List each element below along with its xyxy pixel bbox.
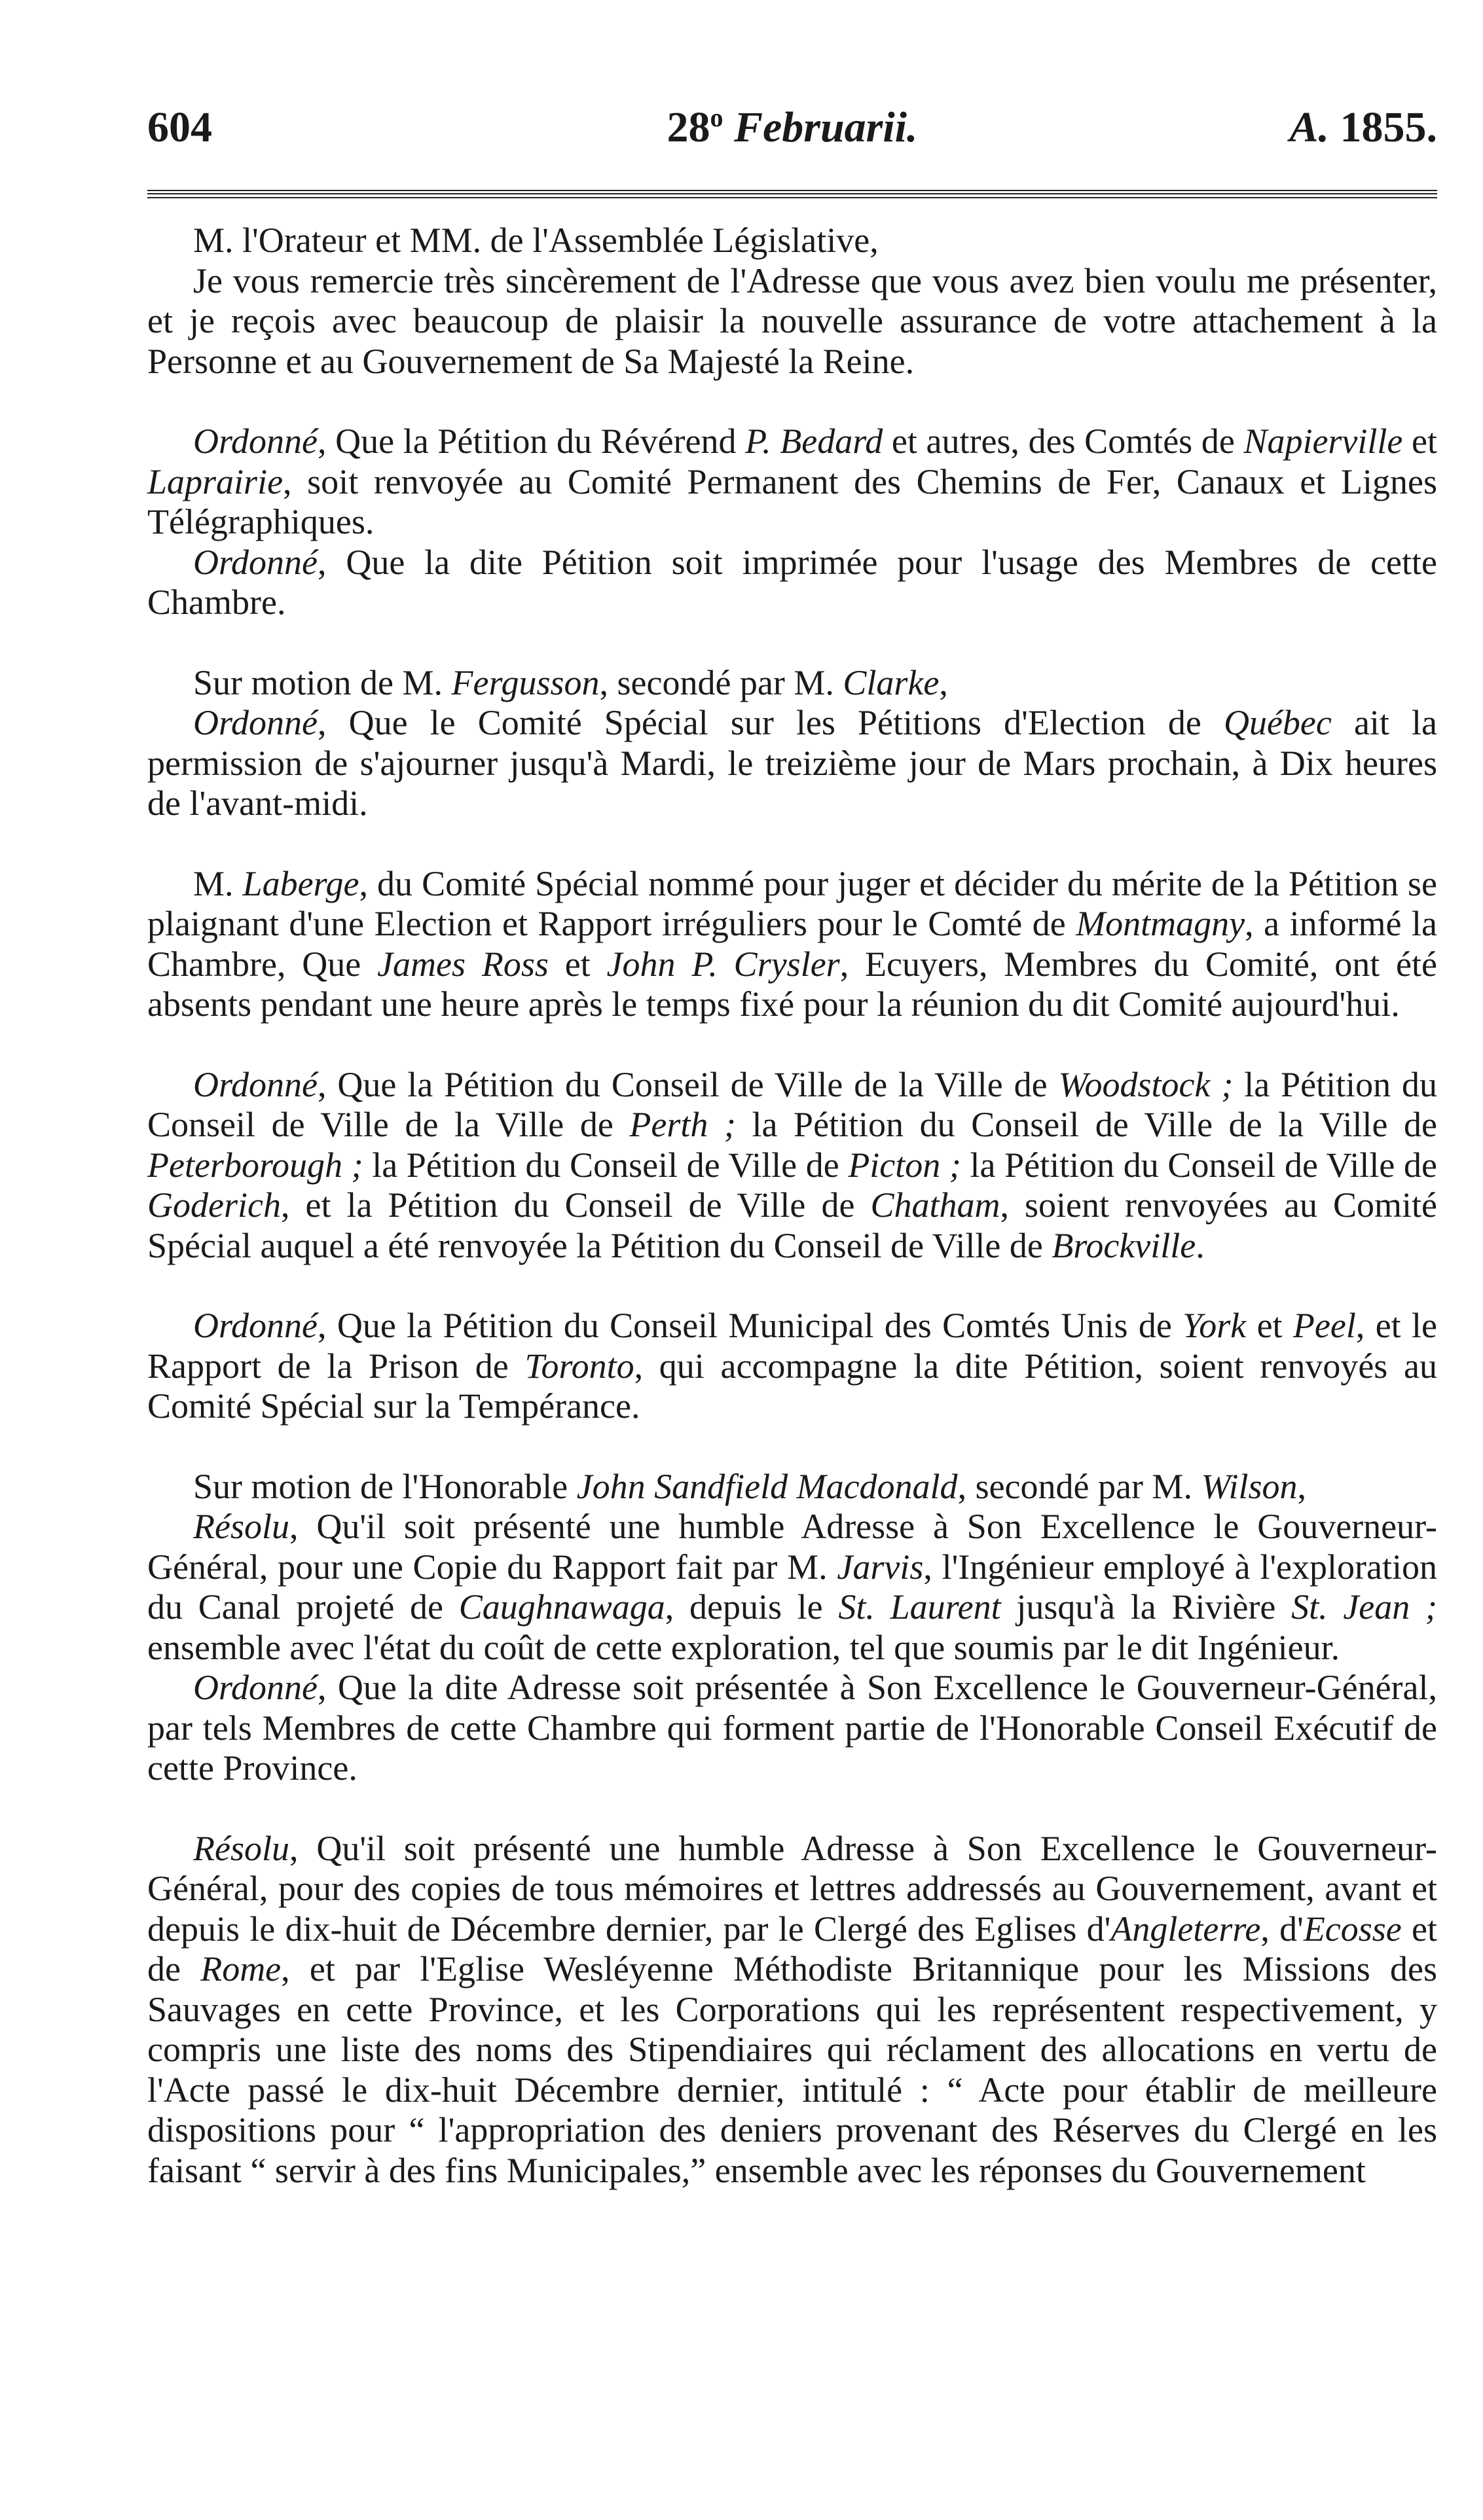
italic-text: John P. Crysler [606, 944, 840, 984]
text-run: , et le Rapport de la Prison de [147, 1306, 1437, 1386]
text-run: Sur motion de M. [193, 662, 452, 702]
text-run: Je vous remercie très sincèrement de l'Adresse que vous avez bien voulu me présenter, et je reçois avec beaucoup de plaisir la nouvelle assurance de votre attachement à la Personne et au Gouvernement de Sa Majesté la Reine. [147, 261, 1437, 381]
text-run: ensemble avec l'état du coût de cette exploration, tel que soumis par le dit Ingénieur. [147, 1627, 1340, 1667]
text-run: , Que le Comité Spécial sur les Pétitions d'Election de [317, 703, 1224, 742]
paragraph [147, 261, 1437, 382]
italic-text: Ordonné [193, 1064, 318, 1104]
text-run: , Qu'il soit présenté une humble Adresse à Son Excellence le Gouverneur-Général, pour une Copie du Rapport fait par M. [147, 1507, 1437, 1587]
italic-text: Angleterre [1110, 1909, 1261, 1949]
text-run: M. l'Orateur et MM. de l'Assemblée Législative, [193, 221, 879, 260]
text-run: et autres, des Comtés de [883, 422, 1244, 461]
text-run: , soient renvoyées au Comité Spécial auquel a été renvoyée la Pétition du Conseil de Ville de [147, 1185, 1437, 1265]
paragraph [147, 1829, 1437, 2191]
text-run: Sur motion de l'Honorable [193, 1466, 577, 1506]
page-number: 604 [147, 103, 212, 151]
italic-text: Ordonné [193, 1668, 318, 1707]
header-date-month: Februarii. [733, 103, 918, 151]
italic-text: St. Jean ; [1291, 1587, 1437, 1627]
header-year-prefix: A. [1289, 103, 1329, 151]
text-run: , Que la Pétition du Conseil de Ville de la Ville de [317, 1064, 1059, 1104]
header-rule [147, 190, 1437, 198]
text-run: , Que la dite Pétition soit imprimée pour l'usage des Membres de cette Chambre. [147, 542, 1437, 622]
italic-text: Montmagny [1076, 904, 1245, 943]
text-run: , l'Ingénieur employé à l'exploration du Canal projeté de [147, 1547, 1437, 1627]
text-run: , Que la dite Adresse soit présentée à Son Excellence le Gouverneur-Général, par tels Membres de cette Chambre qui forment partie de l'Honorable Conseil Exécutif de cette Province. [147, 1668, 1437, 1788]
text-run: M. [193, 863, 243, 903]
italic-text: Québec [1223, 703, 1332, 742]
paragraph [147, 1507, 1437, 1668]
text-run: et [1246, 1306, 1293, 1345]
italic-text: Laberge [242, 863, 359, 903]
paragraph [147, 663, 1437, 704]
text-run: ait la permission de s'ajourner jusqu'à Mardi, le treizième jour de Mars prochain, à Dix heures de l'avant-midi. [147, 703, 1437, 823]
text-run: la Pétition du Conseil de Ville de la Ville de [735, 1105, 1438, 1144]
text-run: jusqu'à la Rivière [1000, 1587, 1292, 1627]
italic-text: Fergusson [451, 662, 600, 702]
paragraph [147, 1306, 1437, 1427]
text-run: , d' [1260, 1909, 1304, 1949]
italic-text: Brockville [1052, 1225, 1196, 1265]
text-run: , secondé par M. [599, 662, 843, 702]
italic-text: Résolu [193, 1828, 289, 1868]
text-run: , Qu'il soit présenté une humble Adresse à Son Excellence le Gouverneur-Général, pour des copies de tous mémoires et lettres addressés au Gouvernement, avant et depuis le dix-huit de Décembre dernier, par le Clergé des Eglises d' [147, 1828, 1437, 1949]
text-run: la Pétition du Conseil de Ville de la Ville de [147, 1064, 1438, 1144]
paragraph [147, 703, 1437, 824]
text-run: , soit renvoyée au Comité Permanent des Chemins de Fer, Canaux et Lignes Télégraphiques. [147, 461, 1437, 541]
italic-text: Rome [200, 1949, 282, 1989]
italic-text: Napierville [1243, 422, 1403, 461]
italic-text: Picton ; [848, 1145, 961, 1185]
italic-text: Perth ; [629, 1105, 736, 1144]
header-date-day: 28 [667, 103, 710, 151]
paragraph [147, 221, 1437, 261]
text-run: , et la Pétition du Conseil de Ville de [280, 1185, 871, 1225]
italic-text: Caughnawaga [458, 1587, 665, 1627]
text-run: , Que la Pétition du Conseil Municipal des Comtés Unis de [317, 1306, 1183, 1345]
italic-text: Clarke [843, 662, 940, 702]
italic-text: James Ross [377, 944, 549, 984]
italic-text: Peterborough ; [147, 1145, 363, 1185]
paragraph [147, 1668, 1437, 1789]
italic-text: Chatham [870, 1185, 1000, 1225]
header-year-value: 1855. [1340, 103, 1437, 151]
text-run: , du Comité Spécial nommé pour juger et décider du mérite de la Pétition se plaignant d'une Election et Rapport irréguliers pour le Comté de [147, 863, 1437, 943]
italic-text: York [1182, 1306, 1247, 1345]
italic-text: Peel [1292, 1306, 1356, 1345]
italic-text: Ordonné [193, 1306, 318, 1345]
italic-text: Résolu [193, 1507, 289, 1546]
text-run: , Que la Pétition du Révérend [317, 422, 746, 461]
body-text [147, 221, 1437, 2191]
italic-text: Ecosse [1303, 1909, 1402, 1949]
text-run: et [548, 944, 607, 984]
text-run: et [1402, 422, 1437, 461]
header-year [1289, 92, 1437, 164]
italic-text: Ordonné [193, 703, 318, 742]
text-run: la Pétition du Conseil de Ville de [961, 1145, 1437, 1185]
text-run: , secondé par M. [957, 1466, 1201, 1506]
paragraph [147, 422, 1437, 543]
document-page [147, 92, 1437, 2191]
italic-text: Jarvis [837, 1547, 924, 1587]
text-run: , [1297, 1466, 1306, 1506]
italic-text: Ordonné [193, 422, 318, 461]
header-date-sup: o [710, 103, 723, 132]
text-run: , a informé la Chambre, Que [147, 904, 1437, 984]
text-run: , et par l'Eglise Wesléyenne Méthodiste Britannique pour les Missions des Sauvages en cette Province, et les Corporations qui les représentent respectivement, y compris une liste des noms des Stipendiaires qui réclament des allocations en vertu de l'Acte passé le dix-huit Décembre dernier, intitulé : “ Acte pour établir de meilleure dispositions pour “ l'appropriation des deniers provenant des Réserves du Clergé en les faisant “ servir à des fins Municipales,” ensemble avec les réponses du Gouvernement [147, 1949, 1438, 2190]
italic-text: Ordonné [193, 542, 318, 582]
text-run: , [939, 662, 948, 702]
italic-text: Woodstock ; [1058, 1064, 1234, 1104]
text-run: , depuis le [665, 1587, 839, 1627]
italic-text: Toronto [524, 1346, 634, 1386]
paragraph [147, 543, 1437, 623]
italic-text: Goderich [147, 1185, 281, 1225]
paragraph [147, 1467, 1437, 1507]
italic-text: St. Laurent [838, 1587, 1001, 1627]
text-run: , Ecuyers, Membres du Comité, ont été absents pendant une heure après le temps fixé pour la réunion du dit Comité aujourd'hui. [147, 944, 1437, 1024]
italic-text: Wilson [1201, 1466, 1298, 1506]
italic-text: John Sandfield Macdonald [576, 1466, 958, 1506]
text-run: la Pétition du Conseil de Ville de [363, 1145, 849, 1185]
italic-text: Laprairie [147, 461, 284, 501]
text-run: . [1196, 1225, 1205, 1265]
italic-text: P. Bedard [745, 422, 883, 461]
text-run: et de [147, 1909, 1437, 1989]
paragraph [147, 864, 1437, 1025]
header-date [147, 92, 1437, 164]
paragraph [147, 1065, 1437, 1267]
page-header [147, 92, 1437, 164]
text-run: , qui accompagne la dite Pétition, soient renvoyés au Comité Spécial sur la Tempérance. [147, 1346, 1437, 1426]
